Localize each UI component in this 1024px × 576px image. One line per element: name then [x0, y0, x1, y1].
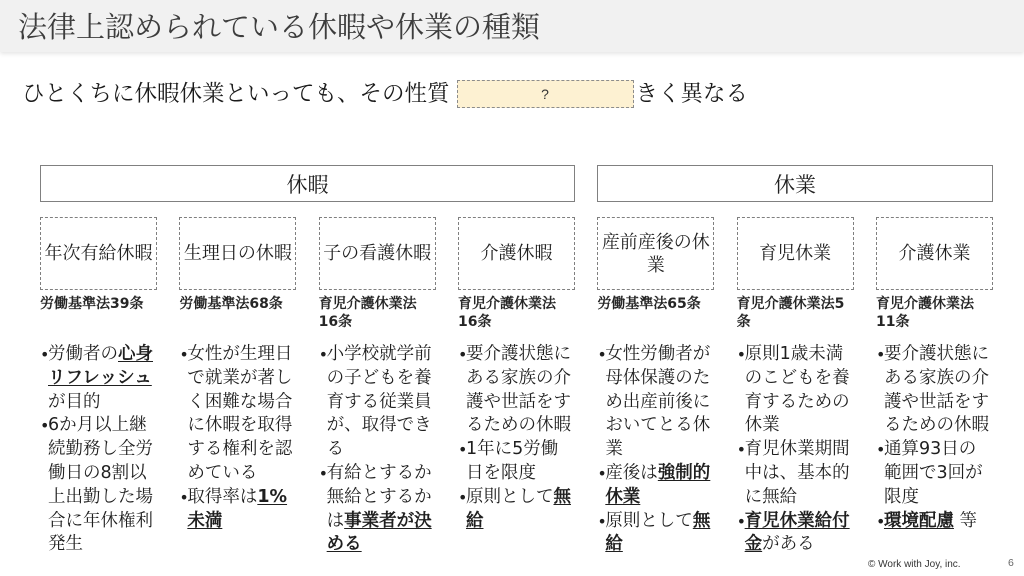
group-header-label: 休暇: [286, 172, 329, 197]
category-name-box: [179, 217, 296, 290]
bullet-item: [737, 438, 854, 509]
category-name: 育児休業: [759, 243, 832, 264]
lead-sentence: [22, 80, 748, 108]
bullet-text: 6か月以上継続勤務し全労働日の8割以上出勤した場合に年休権利発生: [48, 415, 153, 555]
category-name: 子の看護休暇: [323, 243, 432, 264]
bullet-item: [319, 343, 436, 462]
copyright: © Work with Joy, inc.: [868, 559, 961, 570]
bullet-item: [458, 438, 575, 486]
bullet-item: [458, 486, 575, 534]
category-name-box: [319, 217, 436, 290]
legal-basis: 労働基準法65条: [597, 296, 701, 312]
group-header-vacation: [40, 165, 575, 202]
answer-blank: [457, 80, 634, 108]
legal-basis: 育児介護休業法16条: [318, 296, 417, 330]
bullet-emphasis-text: 無給: [465, 486, 571, 531]
category-name: 介護休暇: [480, 243, 553, 264]
category-name: 生理日の休暇: [183, 243, 292, 264]
bullet-text: 等: [953, 510, 978, 531]
bullet-list: [597, 343, 714, 557]
bullet-list: [179, 343, 296, 533]
bullet-item: [458, 343, 575, 438]
page-number: 6: [1008, 557, 1014, 569]
lead-text-before-blank: ひとくちに休暇休業といっても、その性質: [22, 81, 450, 107]
bullet-text: 1年に5労働日を限度: [465, 439, 559, 483]
category-name-box: [458, 217, 575, 290]
legal-basis: 育児介護休業法5条: [736, 296, 845, 330]
answer-blank-mark: ?: [541, 86, 549, 102]
bullet-item: [876, 510, 993, 534]
group-header-label: 休業: [774, 172, 816, 197]
bullet-item: [597, 510, 714, 558]
bullet-emphasis-text: 事業者が決める: [326, 510, 432, 555]
bullet-text: 原則として: [605, 510, 693, 531]
category-name-box: [737, 217, 854, 290]
bullet-text: 取得率は: [187, 486, 258, 507]
bullet-item: [737, 343, 854, 438]
category-name: 産前産後の休業: [601, 231, 710, 276]
category-columns: [40, 217, 993, 557]
bullet-text: 産後は: [605, 462, 658, 483]
bullet-emphasis-text: 環境配慮: [883, 510, 954, 531]
bullet-item: [319, 462, 436, 557]
legal-basis: 労働基準法39条: [40, 296, 144, 312]
category-name-box: [876, 217, 993, 290]
bullet-item: [179, 486, 296, 534]
bullet-text: 要介護状態にある家族の介護や世話をするための休暇: [465, 344, 571, 436]
category-column-annual-paid-leave: [40, 217, 157, 557]
slide-title: 法律上認められている休暇や休業の種類: [18, 10, 541, 44]
bullet-item: [40, 414, 157, 557]
bullet-item: [737, 510, 854, 558]
bullet-list: [458, 343, 575, 533]
bullet-text: 原則1歳未満のこどもを養育するための休業: [744, 344, 850, 436]
category-column-maternity-leave: [597, 217, 714, 557]
bullet-item: [179, 343, 296, 486]
legal-basis: 育児介護休業法16条: [457, 296, 556, 330]
bullet-emphasis-text: 心身リフレッシュ: [48, 344, 153, 388]
bullet-item: [876, 343, 993, 438]
category-column-family-care-leave-days: [458, 217, 575, 557]
legal-basis: 育児介護休業法11条: [875, 296, 974, 330]
legal-basis: 労働基準法68条: [179, 296, 283, 312]
category-name-box: [40, 217, 157, 290]
group-header-leave-of-absence: [597, 165, 993, 202]
lead-text-after-blank: きく異なる: [635, 81, 749, 107]
category-column-menstrual-leave: [179, 217, 296, 557]
bullet-text: 女性が生理日で就業が著しく困難な場合に休暇を取得する権利を認めている: [187, 344, 293, 483]
bullet-text: が目的: [48, 391, 101, 412]
bullet-item: [597, 462, 714, 510]
bullet-text: 原則として: [465, 486, 554, 507]
category-column-child-nursing-leave: [319, 217, 436, 557]
bullet-item: [40, 343, 157, 414]
bullet-emphasis-text: 強制的休業: [605, 462, 711, 507]
bullet-list: [737, 343, 854, 557]
bullet-list: [40, 343, 157, 557]
slide-header: [0, 0, 1024, 52]
category-column-family-care-leave-of-absence: [876, 217, 993, 557]
bullet-text: がある: [762, 534, 815, 555]
bullet-text: 育児休業期間中は、基本的に無給: [744, 439, 850, 507]
bullet-text: 女性労働者が母体保護のため出産前後においてとる休業: [605, 344, 711, 460]
bullet-text: 要介護状態にある家族の介護や世話をするための休暇: [883, 344, 989, 436]
category-name: 介護休業: [898, 243, 971, 264]
bullet-emphasis-text: 無給: [605, 510, 711, 555]
bullet-text: 有給とするか無給とするかは: [326, 462, 432, 531]
bullet-text: 通算93日の範囲で3回が限度: [883, 439, 983, 507]
category-column-childcare-leave: [737, 217, 854, 557]
bullet-text: 小学校就学前の子どもを養育する従業員が、取得できる: [326, 344, 432, 460]
bullet-emphasis-text: 1%未満: [187, 486, 288, 531]
category-name-box: [597, 217, 714, 290]
bullet-list: [876, 343, 993, 533]
bullet-item: [876, 438, 993, 509]
bullet-item: [597, 343, 714, 462]
category-name: 年次有給休暇: [44, 243, 153, 264]
bullet-list: [319, 343, 436, 557]
bullet-text: 労働者の: [48, 344, 118, 364]
bullet-emphasis-text: 育児休業給付金: [744, 510, 850, 555]
